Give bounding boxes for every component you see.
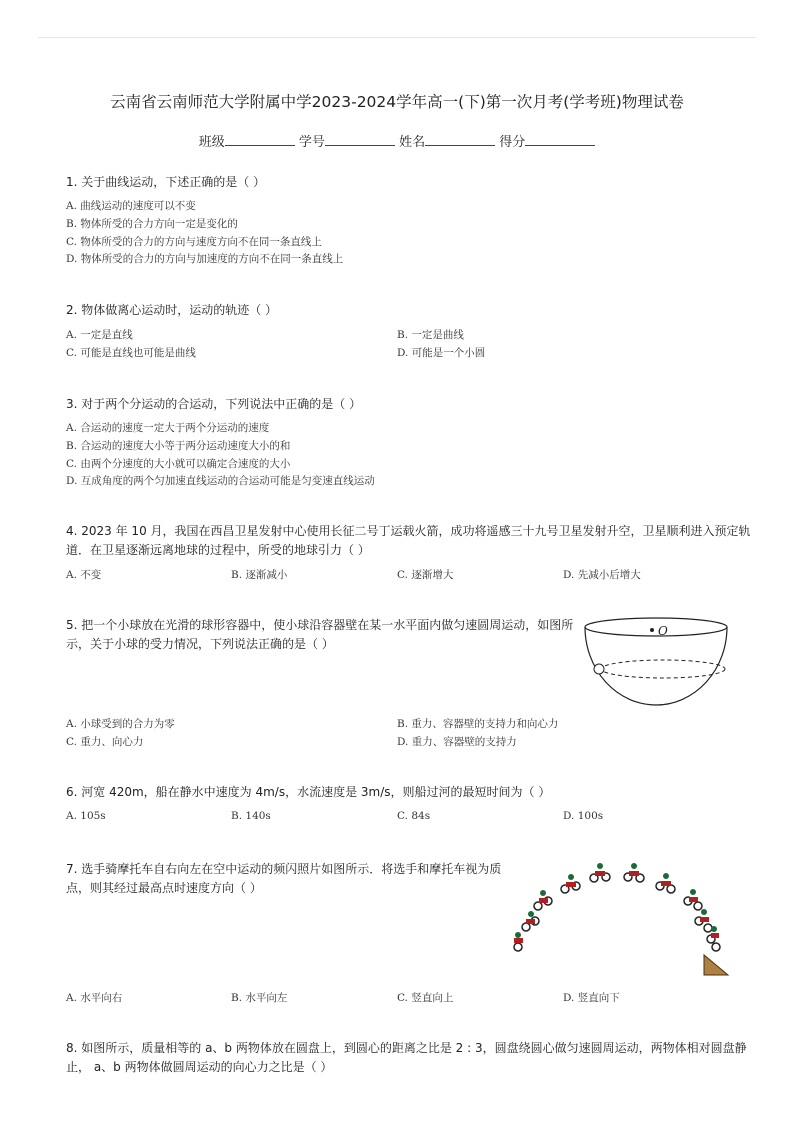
q4-option-b[interactable]: B. 逐渐减小 <box>231 569 288 581</box>
q3-option-d[interactable]: D. 互成角度的两个匀加速直线运动的合运动可能是匀变速直线运动 <box>66 475 375 487</box>
q3-option-a[interactable]: A. 合运动的速度一定大于两个分运动的速度 <box>66 422 270 434</box>
question-6-stem: 6. 河宽 420m，船在静水中速度为 4m/s，水流速度是 3m/s，则船过河的最短时间为（ ） <box>66 785 551 799</box>
question-5-stem-line-2: 示，关于小球的受力情况，下列说法正确的是（ ） <box>66 637 334 651</box>
q7-option-b[interactable]: B. 水平向左 <box>231 992 288 1004</box>
q7-option-d[interactable]: D. 竖直向下 <box>563 992 620 1004</box>
motorcycle-icons <box>514 863 720 951</box>
motorcycle-trajectory-figure <box>500 855 732 980</box>
question-1-stem: 1. 关于曲线运动，下述正确的是（ ） <box>66 175 266 189</box>
question-7-stem-line-2: 点，则其经过最高点时速度方向（ ） <box>66 881 262 895</box>
q3-option-b[interactable]: B. 合运动的速度大小等于两分运动速度大小的和 <box>66 440 291 452</box>
q7-option-a[interactable]: A. 水平向右 <box>66 992 123 1004</box>
score-blank[interactable] <box>525 133 595 146</box>
q3-option-c[interactable]: C. 由两个分速度的大小就可以确定合速度的大小 <box>66 458 291 470</box>
score-label: 得分 <box>499 135 526 150</box>
q2-option-d[interactable]: D. 可能是一个小圆 <box>397 347 486 359</box>
center-point <box>650 628 654 632</box>
student-info-line <box>0 131 794 150</box>
question-8-stem-line-2: 止， a、b 两物体做圆周运动的向心力之比是（ ） <box>66 1060 333 1074</box>
q1-option-a[interactable]: A. 曲线运动的速度可以不变 <box>66 200 196 212</box>
question-2-stem: 2. 物体做离心运动时，运动的轨迹（ ） <box>66 303 278 317</box>
q1-option-c[interactable]: C. 物体所受的合力的方向与速度方向不在同一条直线上 <box>66 236 322 248</box>
question-8-stem-line-1: 8. 如图所示，质量相等的 a、b 两物体放在圆盘上，到圆心的距离之比是 2 : 3，圆盘绕圆心做匀速圆周运动，两物体相对圆盘静 <box>66 1041 747 1055</box>
question-5-stem-line-1: 5. 把一个小球放在光滑的球形容器中，使小球沿容器壁在某一水平面内做匀速圆周运动，如图所 <box>66 618 574 632</box>
name-label: 姓名 <box>399 135 426 150</box>
q4-option-c[interactable]: C. 逐渐增大 <box>397 569 454 581</box>
q2-option-c[interactable]: C. 可能是直线也可能是曲线 <box>66 347 196 359</box>
id-label: 学号 <box>298 135 325 150</box>
q5-option-a[interactable]: A. 小球受到的合力为零 <box>66 718 175 730</box>
ramp <box>704 955 728 975</box>
q6-option-a[interactable]: A. 105s <box>66 810 106 822</box>
class-blank[interactable] <box>225 133 295 146</box>
question-4-stem-line-1: 4. 2023 年 10 月，我国在西昌卫星发射中心使用长征二号丁运载火箭，成功将遥感三十九号卫星发射升空，卫星顺利进入预定轨 <box>66 524 751 538</box>
id-blank[interactable] <box>325 133 395 146</box>
class-label: 班级 <box>198 135 225 150</box>
question-3-stem: 3. 对于两个分运动的合运动，下列说法中正确的是（ ） <box>66 397 362 411</box>
q5-option-c[interactable]: C. 重力、向心力 <box>66 736 144 748</box>
q5-option-d[interactable]: D. 重力、容器壁的支持力 <box>397 736 517 748</box>
q1-option-b[interactable]: B. 物体所受的合力方向一定是变化的 <box>66 218 238 230</box>
q6-option-d[interactable]: D. 100s <box>563 810 604 822</box>
question-4-stem-line-2: 道．在卫星逐渐远离地球的过程中，所受的地球引力（ ） <box>66 543 370 557</box>
q7-option-c[interactable]: C. 竖直向上 <box>397 992 454 1004</box>
spherical-container-figure <box>582 612 732 710</box>
question-7-stem-line-1: 7. 选手骑摩托车自右向左在空中运动的频闪照片如图所示．将选手和摩托车视为质 <box>66 862 502 876</box>
q2-option-a[interactable]: A. 一定是直线 <box>66 329 133 341</box>
name-blank[interactable] <box>425 133 495 146</box>
page-title: 云南省云南师范大学附属中学2023-2024学年高一(下)第一次月考(学考班)物理试卷 <box>110 93 684 111</box>
q6-option-c[interactable]: C. 84s <box>397 810 431 822</box>
q6-option-b[interactable]: B. 140s <box>231 810 271 822</box>
q2-option-b[interactable]: B. 一定是曲线 <box>397 329 464 341</box>
q4-option-a[interactable]: A. 不变 <box>66 569 102 581</box>
q4-option-d[interactable]: D. 先减小后增大 <box>563 569 641 581</box>
center-label: O <box>658 624 668 638</box>
q1-option-d[interactable]: D. 物体所受的合力的方向与加速度的方向不在同一条直线上 <box>66 253 344 265</box>
q5-option-b[interactable]: B. 重力、容器壁的支持力和向心力 <box>397 718 559 730</box>
small-ball <box>594 664 604 674</box>
header-divider <box>38 37 756 38</box>
